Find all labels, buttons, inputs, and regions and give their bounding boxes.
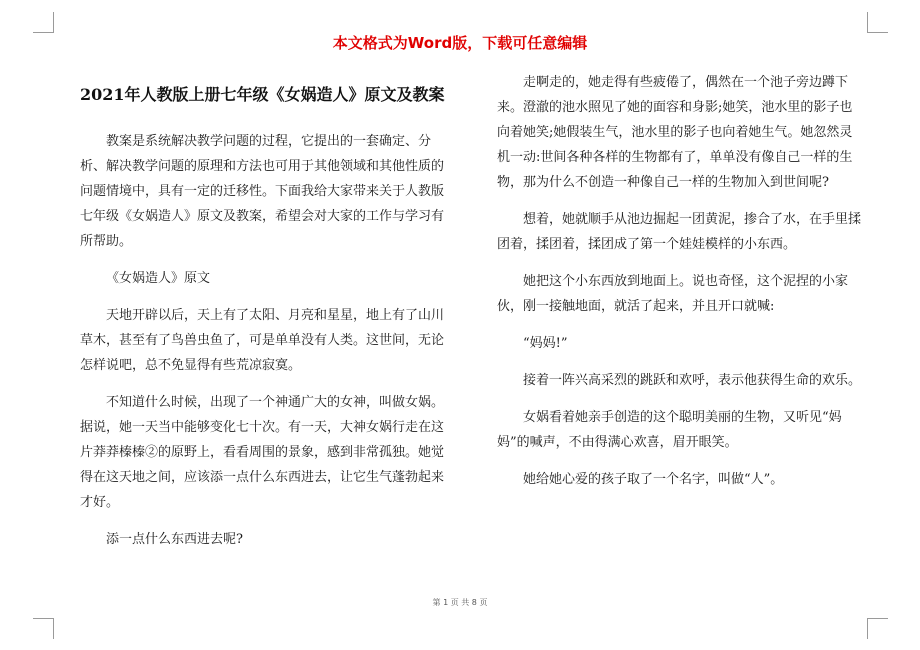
paragraph: 她把这个小东西放到地面上。说也奇怪，这个泥捏的小家伙，刚一接触地面，就活了起来，并且开口就喊:: [497, 274, 849, 314]
crop-mark-bottom-left: [33, 618, 54, 639]
paragraph: 走啊走的，她走得有些疲倦了，偶然在一个池子旁边蹲下来。澄澈的池水照见了她的面容和身影;她笑，池水里的影子也向着她笑;她假装生气，池水里的影子也向着她生气。她忽然灵机一动:世间各种各样的生物都有了，单单没有像自己一样的生物，那为什么不创造一种像自己一样的生物加入到世间呢?: [497, 75, 853, 190]
paragraph: “妈妈!”: [523, 336, 568, 351]
paragraph: 她给她心爱的孩子取了一个名字，叫做“人”。: [523, 472, 784, 487]
paragraph: 天地开辟以后，天上有了太阳、月亮和星星，地上有了山川草木，甚至有了鸟兽虫鱼了，可是单单没有人类。这世间，无论怎样说吧，总不免显得有些荒凉寂寞。: [80, 308, 445, 373]
format-banner: 本文格式为Word版，下载可任意编辑: [332, 34, 588, 52]
paragraph: 教案是系统解决教学问题的过程，它提出的一套确定、分析、解决教学问题的原理和方法也可用于其他领域和其他性质的问题情境中，具有一定的迁移性。下面我给大家带来关于人教版七年级《女娲造人》原文及教案，希望会对大家的工作与学习有所帮助。: [80, 134, 445, 249]
paragraph: 想着，她就顺手从池边掘起一团黄泥，掺合了水，在手里揉团着，揉团着，揉团成了第一个娃娃模样的小东西。: [497, 212, 862, 252]
paragraph: 添一点什么东西进去呢?: [106, 532, 243, 547]
page-number-footer: 第 1 页 共 8 页: [432, 598, 488, 607]
paragraph: 《女娲造人》原文: [106, 271, 211, 286]
left-column: [80, 84, 446, 564]
right-column: [497, 70, 865, 504]
paragraph: 接着一阵兴高采烈的跳跃和欢呼，表示他获得生命的欢乐。: [523, 373, 862, 388]
document-title: 2021年人教版上册七年级《女娲造人》原文及教案: [80, 85, 445, 104]
crop-mark-top-left: [33, 12, 54, 33]
paragraph: 女娲看着她亲手创造的这个聪明美丽的生物，又听见“妈妈”的喊声，不由得满心欢喜，眉开眼笑。: [497, 410, 842, 450]
crop-mark-bottom-right: [867, 618, 888, 639]
paragraph: 不知道什么时候，出现了一个神通广大的女神，叫做女娲。据说，她一天当中能够变化七十次。有一天，大神女娲行走在这片莽莽榛榛②的原野上，看看周围的景象，感到非常孤独。她觉得在这天地之间，应该添一点什么东西进去，让它生气蓬勃起来才好。: [80, 395, 445, 510]
crop-mark-top-right: [867, 12, 888, 33]
